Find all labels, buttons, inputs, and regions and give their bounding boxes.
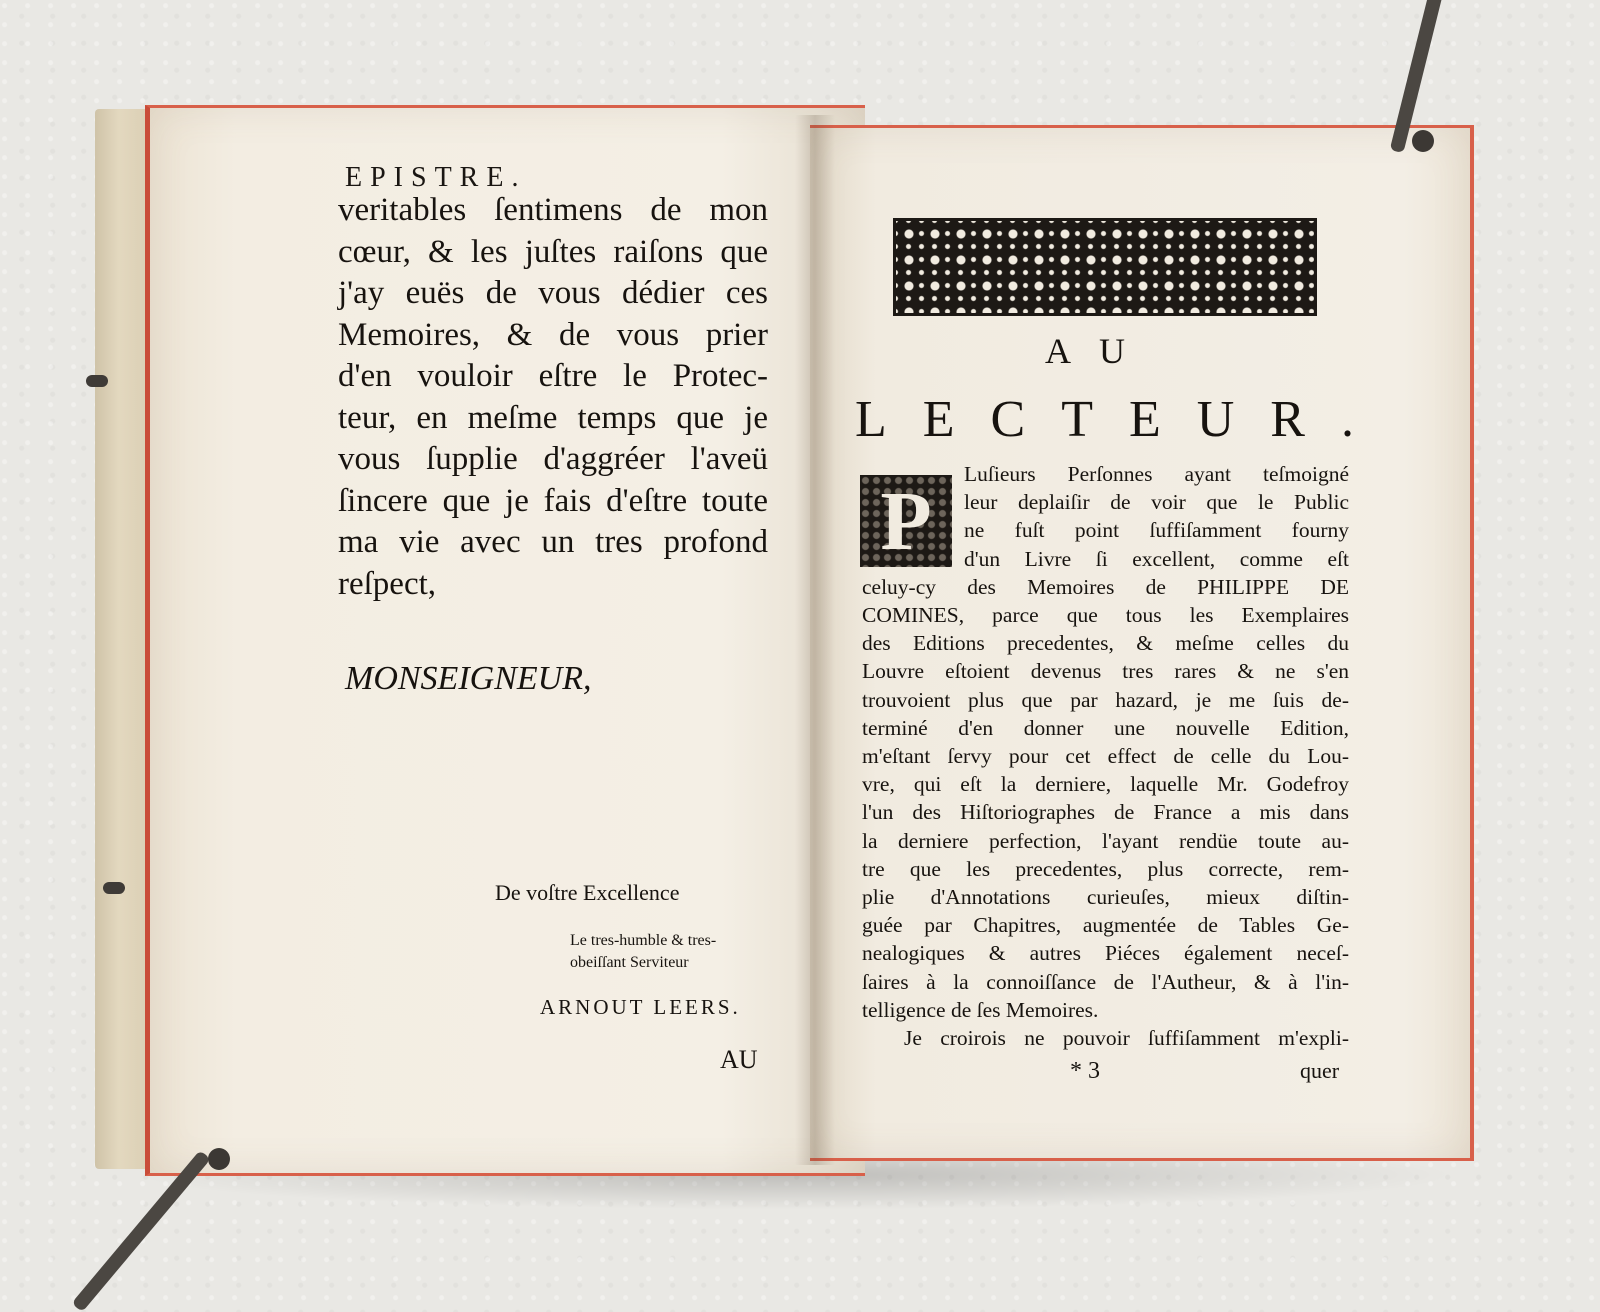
servant-lines: [570, 930, 716, 974]
text-line: d'un Livre ſi excellent, comme eſt: [964, 546, 1349, 571]
text-line: veritables ſentimens de mon: [338, 192, 768, 228]
text-line: celuy-cy des Memoires de PHILIPPE DE: [862, 574, 1349, 599]
closing-line: De voſtre Excellence: [495, 880, 680, 905]
catchword: AU: [720, 1045, 758, 1074]
servant-line: obeiſſant Serviteur: [570, 954, 689, 971]
text-line: teur, en meſme temps que je: [338, 399, 768, 436]
text-line: d'en vouloir eſtre le Protec-: [338, 358, 768, 394]
text-line: guée par Chapitres, augmentée de Tables Ge-: [862, 913, 1349, 938]
text-line: m'eſtant ſervy pour cet effect de celle du Lou-: [862, 744, 1349, 769]
text-line: leur deplaiſir de voir que le Public: [964, 490, 1349, 515]
display-peg: [86, 375, 108, 387]
text-line: trouvoient plus que par hazard, je me ſuis de-: [862, 687, 1349, 712]
text-line: terminé d'en donner une nouvelle Edition,: [862, 715, 1349, 740]
headpiece-ornament: [893, 218, 1317, 316]
text-line: plie d'Annotations curieuſes, mieux diſtin-: [862, 885, 1349, 910]
display-peg: [103, 882, 125, 894]
text-line: telligence de ſes Memoires.: [862, 997, 1099, 1022]
text-line: nealogiques & autres Piéces également neceſ-: [862, 941, 1349, 966]
page-title-line1: AU: [1045, 331, 1153, 371]
book-gutter: [795, 115, 835, 1165]
text-line: vous ſupplie d'aggréer l'aveü: [338, 441, 768, 477]
text-line: ſaires à la connoiſſance de l'Autheur, & à l'in-: [862, 969, 1349, 994]
running-head: EPISTRE.: [345, 162, 527, 193]
text-line: COMINES, parce que tous les Exemplaires: [862, 603, 1349, 628]
decorated-initial: P: [860, 475, 952, 567]
servant-line: Le tres-humble & tres-: [570, 932, 717, 949]
page-title-line2: LECTEUR.: [855, 391, 1390, 448]
text-line: tre que les precedentes, plus correcte, rem-: [862, 856, 1349, 881]
signature: ARNOUT LEERS.: [540, 995, 741, 1019]
salutation: MONSEIGNEUR,: [345, 660, 592, 697]
text-line: l'un des Hiſtoriographes de France a mis dans: [862, 800, 1349, 825]
text-line: Memoires, & de vous prier: [338, 316, 768, 353]
signature-mark: * 3: [1070, 1058, 1100, 1084]
text-line: cœur, & les juſtes raiſons que: [338, 233, 768, 270]
display-rod-end: [208, 1148, 230, 1170]
text-line: Luſieurs Perſonnes ayant teſmoigné: [964, 462, 1349, 486]
text-line: ma vie avec un tres profond: [338, 524, 768, 560]
text-line: j'ay euës de vous dédier ces: [338, 275, 768, 311]
text-line: vre, qui eſt la derniere, laquelle Mr. Godefroy: [862, 772, 1349, 797]
text-line: ſincere que je fais d'eſtre toute: [338, 482, 768, 519]
text-line: reſpect,: [338, 565, 437, 602]
display-rod-end: [1412, 130, 1434, 152]
text-line: la derniere perfection, l'ayant rendüe toute au-: [862, 828, 1349, 853]
text-line: Je croirois ne pouvoir ſuffiſamment m'expli-: [904, 1026, 1349, 1051]
catchword: quer: [1300, 1058, 1340, 1083]
text-line: Louvre eſtoient devenus tres rares & ne s'en: [862, 659, 1349, 684]
left-page-text: [338, 190, 768, 605]
text-line: ne fuſt point ſuffiſamment fourny: [964, 518, 1349, 543]
text-line: des Editions precedentes, & meſme celles du: [862, 631, 1349, 656]
right-page-text: [862, 460, 1349, 1052]
